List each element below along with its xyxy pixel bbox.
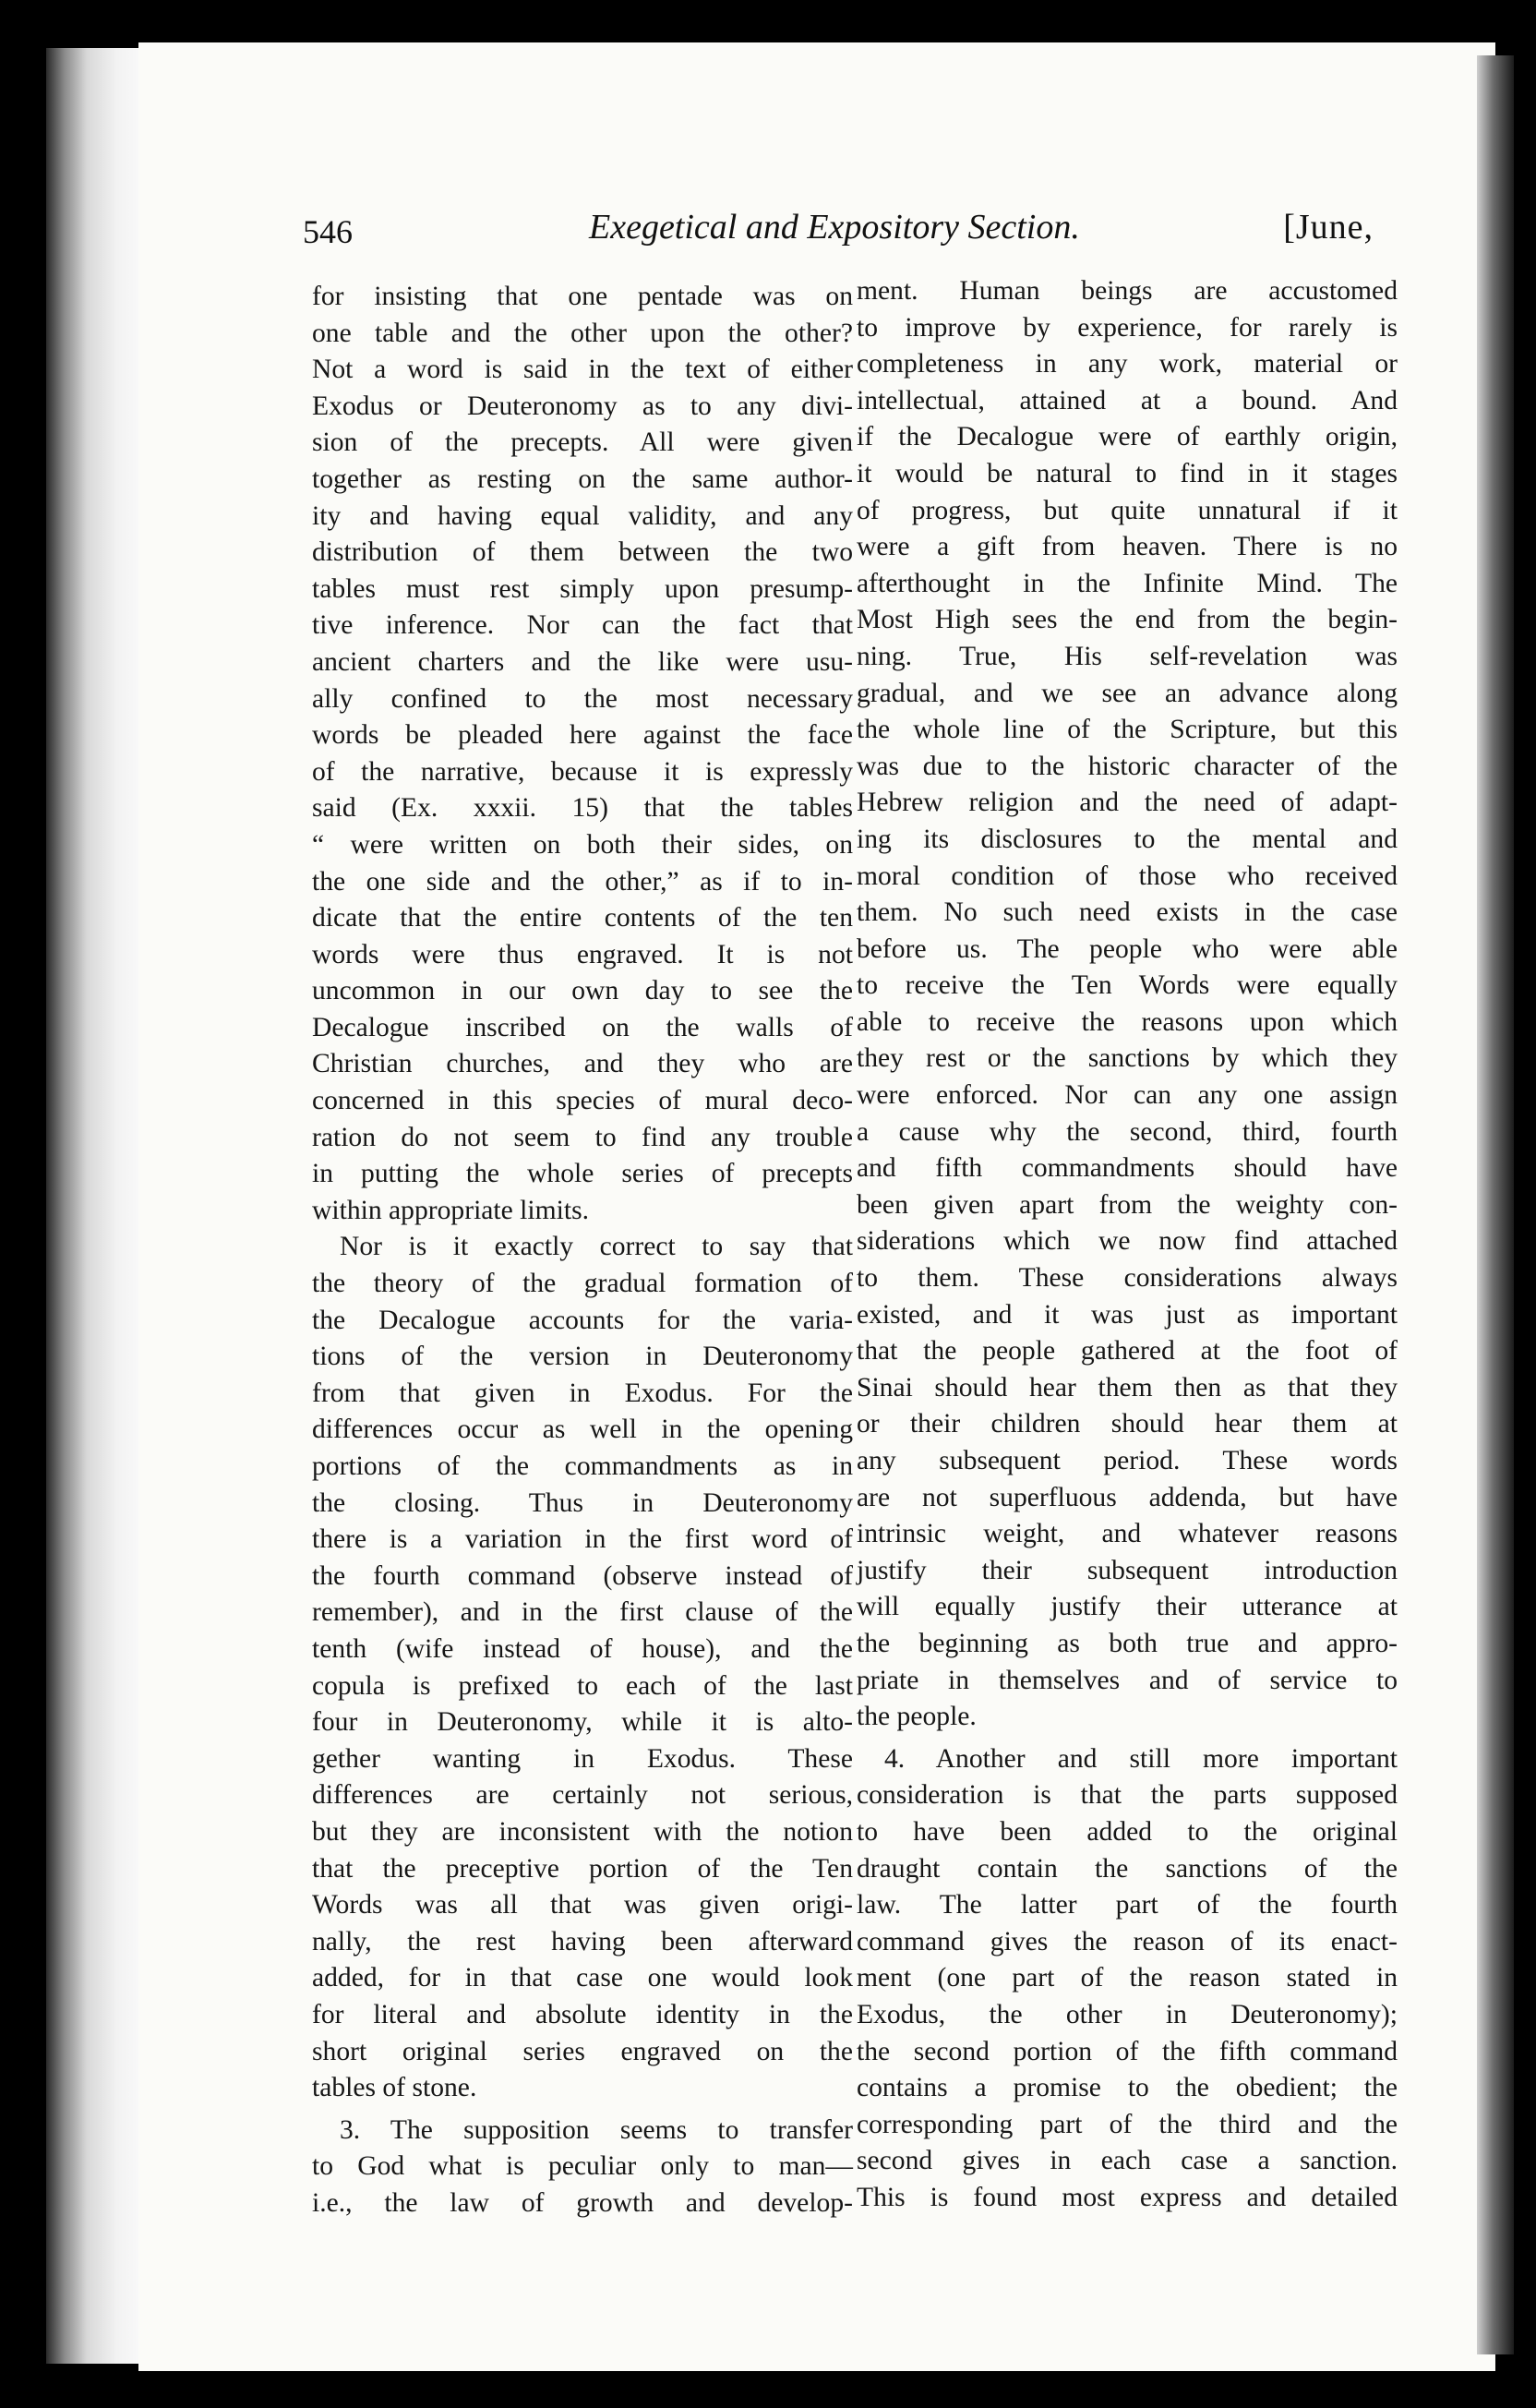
text-line: “ were written on both their sides, on [312,829,853,860]
text-line: the Decalogue accounts for the varia- [312,1305,853,1335]
text-line: the whole line of the Scripture, but this [857,715,1398,745]
text-line: This is found most express and detailed [857,2182,1398,2212]
text-line: intellectual, attained at a bound. And [857,385,1398,415]
running-title: Exegetical and Expository Section. [589,208,1080,247]
text-line: draught contain the sanctions of the [857,1853,1398,1884]
page-number: 546 [303,213,353,250]
text-line: of the narrative, because it is expressly [312,756,853,787]
text-line: priate in themselves and of service to [857,1665,1398,1695]
text-line: said (Ex. xxxii. 15) that the tables [312,793,853,824]
text-line: command gives the reason of its enact- [857,1926,1398,1956]
text-line: they rest or the sanctions by which they [857,1043,1398,1074]
text-line: the beginning as both true and appro- [857,1628,1398,1658]
text-line: been given apart from the weighty con- [857,1189,1398,1220]
text-line: together as resting on the same author- [312,464,853,494]
text-line: ration do not seem to find any trouble [312,1122,853,1152]
text-line: second gives in each case a sanction. [857,2146,1398,2176]
text-line: will equally justify their utterance at [857,1592,1398,1622]
text-line: the closing. Thus in Deuteronomy [312,1487,853,1518]
text-line: Not a word is said in the text of either [312,355,853,385]
text-line: sion of the precepts. All were given [312,427,853,458]
text-line: differences are certainly not serious, [312,1780,853,1811]
text-line: tions of the version in Deuteronomy [312,1342,853,1372]
text-line: law. The latter part of the fourth [857,1890,1398,1920]
text-line: the people. [857,1702,977,1732]
text-line: siderations which we now find attached [857,1226,1398,1257]
text-line: corresponding part of the third and the [857,2109,1398,2139]
text-line: moral condition of those who received [857,861,1398,891]
text-line: them. No such need exists in the case [857,897,1398,928]
text-line: consideration is that the parts supposed [857,1780,1398,1811]
text-line: ity and having equal validity, and any [312,500,853,531]
text-line: it would be natural to find in it stages [857,458,1398,488]
text-line: short original series engraved on the [312,2036,853,2066]
text-line: intrinsic weight, and whatever reasons [857,1519,1398,1549]
text-line: 3. The supposition seems to transfer [340,2114,853,2145]
text-line: uncommon in our own day to see the [312,976,853,1006]
text-line: distribution of them between the two [312,537,853,568]
text-line: words be pleaded here against the face [312,720,853,751]
text-line: existed, and it was just as important [857,1299,1398,1330]
text-line: completeness in any work, material or [857,349,1398,379]
text-line: tive inference. Nor can the fact that [312,610,853,641]
running-date: [June, [1283,208,1374,247]
text-line: contains a promise to the obedient; the [857,2073,1398,2103]
text-line: for literal and absolute identity in the [312,1999,853,2029]
text-line: from that given in Exodus. For the [312,1378,853,1408]
text-line: Christian churches, and they who are [312,1049,853,1079]
text-line: tenth (wife instead of house), and the [312,1633,853,1664]
text-line: a cause why the second, third, fourth [857,1116,1398,1147]
text-line: and fifth commandments should have [857,1153,1398,1184]
text-line: that the people gathered at the foot of [857,1336,1398,1367]
text-line: any subsequent period. These words [857,1446,1398,1475]
text-line: Exodus, the other in Deuteronomy); [857,1999,1398,2029]
text-line: tables must rest simply upon presump- [312,573,853,604]
text-line: the theory of the gradual formation of [312,1269,853,1299]
text-line: i.e., the law of growth and develop- [312,2187,853,2218]
text-line: Nor is it exactly correct to say that [340,1232,853,1262]
text-line: to improve by experience, for rarely is [857,312,1398,343]
text-line: for insisting that one pentade was on [312,282,853,311]
text-column-left [312,279,853,2221]
text-line: concerned in this species of mural deco- [312,1086,853,1116]
text-line: added, for in that case one would look [312,1963,853,1993]
text-line: the one side and the other,” as if to in- [312,866,853,897]
text-line: words were thus engraved. It is not [312,939,853,969]
text-line: dicate that the entire contents of the ten [312,903,853,933]
text-line: there is a variation in the first word of [312,1524,853,1555]
text-line: Words was all that was given origi- [312,1890,853,1920]
text-line: to God what is peculiar only to man— [312,2151,853,2182]
text-line: the second portion of the fifth command [857,2036,1398,2066]
text-line: are not superfluous addenda, but have [857,1482,1398,1512]
text-line: 4. Another and still more important [884,1743,1398,1774]
text-line: that the preceptive portion of the Ten [312,1853,853,1884]
text-line: ally confined to the most necessary [312,683,853,714]
text-line: if the Decalogue were of earthly origin, [857,422,1398,452]
running-header [303,201,1374,257]
text-line: were enforced. Nor can any one assign [857,1080,1398,1111]
text-line: or their children should hear them at [857,1409,1398,1439]
text-line: Decalogue inscribed on the walls of [312,1012,853,1042]
book-page-edge-left [46,48,148,2364]
text-line: copula is prefixed to each of the last [312,1670,853,1701]
text-line: ancient charters and the like were usu- [312,646,853,677]
text-line: gradual, and we see an advance along [857,678,1398,708]
text-line: portions of the commandments as in [312,1451,853,1481]
text-line: able to receive the reasons upon which [857,1006,1398,1037]
text-line: in putting the whole series of precepts [312,1159,853,1189]
text-line: the fourth command (observe instead of [312,1560,853,1591]
text-line: but they are inconsistent with the notion [312,1816,853,1847]
text-line: gether wanting in Exodus. These [312,1743,853,1774]
text-line: ing its disclosures to the mental and [857,824,1398,854]
text-line: one table and the other upon the other? [312,318,853,348]
text-line: four in Deuteronomy, while it is alto- [312,1707,853,1738]
text-line: nally, the rest having been afterward [312,1926,853,1956]
book-page-edge-right [1477,55,1514,2354]
text-line: Sinai should hear them then as that they [857,1372,1398,1403]
text-line: before us. The people who were able [857,933,1398,964]
text-line: justify their subsequent introduction [857,1555,1398,1585]
text-line: afterthought in the Infinite Mind. The [857,568,1398,598]
text-line: differences occur as well in the opening [312,1415,853,1445]
text-line: of progress, but quite unnatural if it [857,495,1398,525]
text-line: within appropriate limits. [312,1195,589,1225]
text-line: to have been added to the original [857,1816,1398,1847]
text-line: Most High sees the end from the begin- [857,605,1398,635]
text-line: ment (one part of the reason stated in [857,1963,1398,1993]
text-line: tables of stone. [312,2073,477,2103]
text-line: were a gift from heaven. There is no [857,532,1398,562]
text-line: to them. These considerations always [857,1263,1398,1294]
text-line: ment. Human beings are accustomed [857,276,1398,306]
text-line: ning. True, His self-revelation was [857,641,1398,671]
text-line: remember), and in the first clause of the [312,1597,853,1628]
text-column-right [857,273,1398,2216]
text-line: was due to the historic character of the [857,751,1398,781]
text-line: Hebrew religion and the need of adapt- [857,788,1398,818]
text-line: Exodus or Deuteronomy as to any divi- [312,391,853,421]
text-line: to receive the Ten Words were equally [857,970,1398,1001]
